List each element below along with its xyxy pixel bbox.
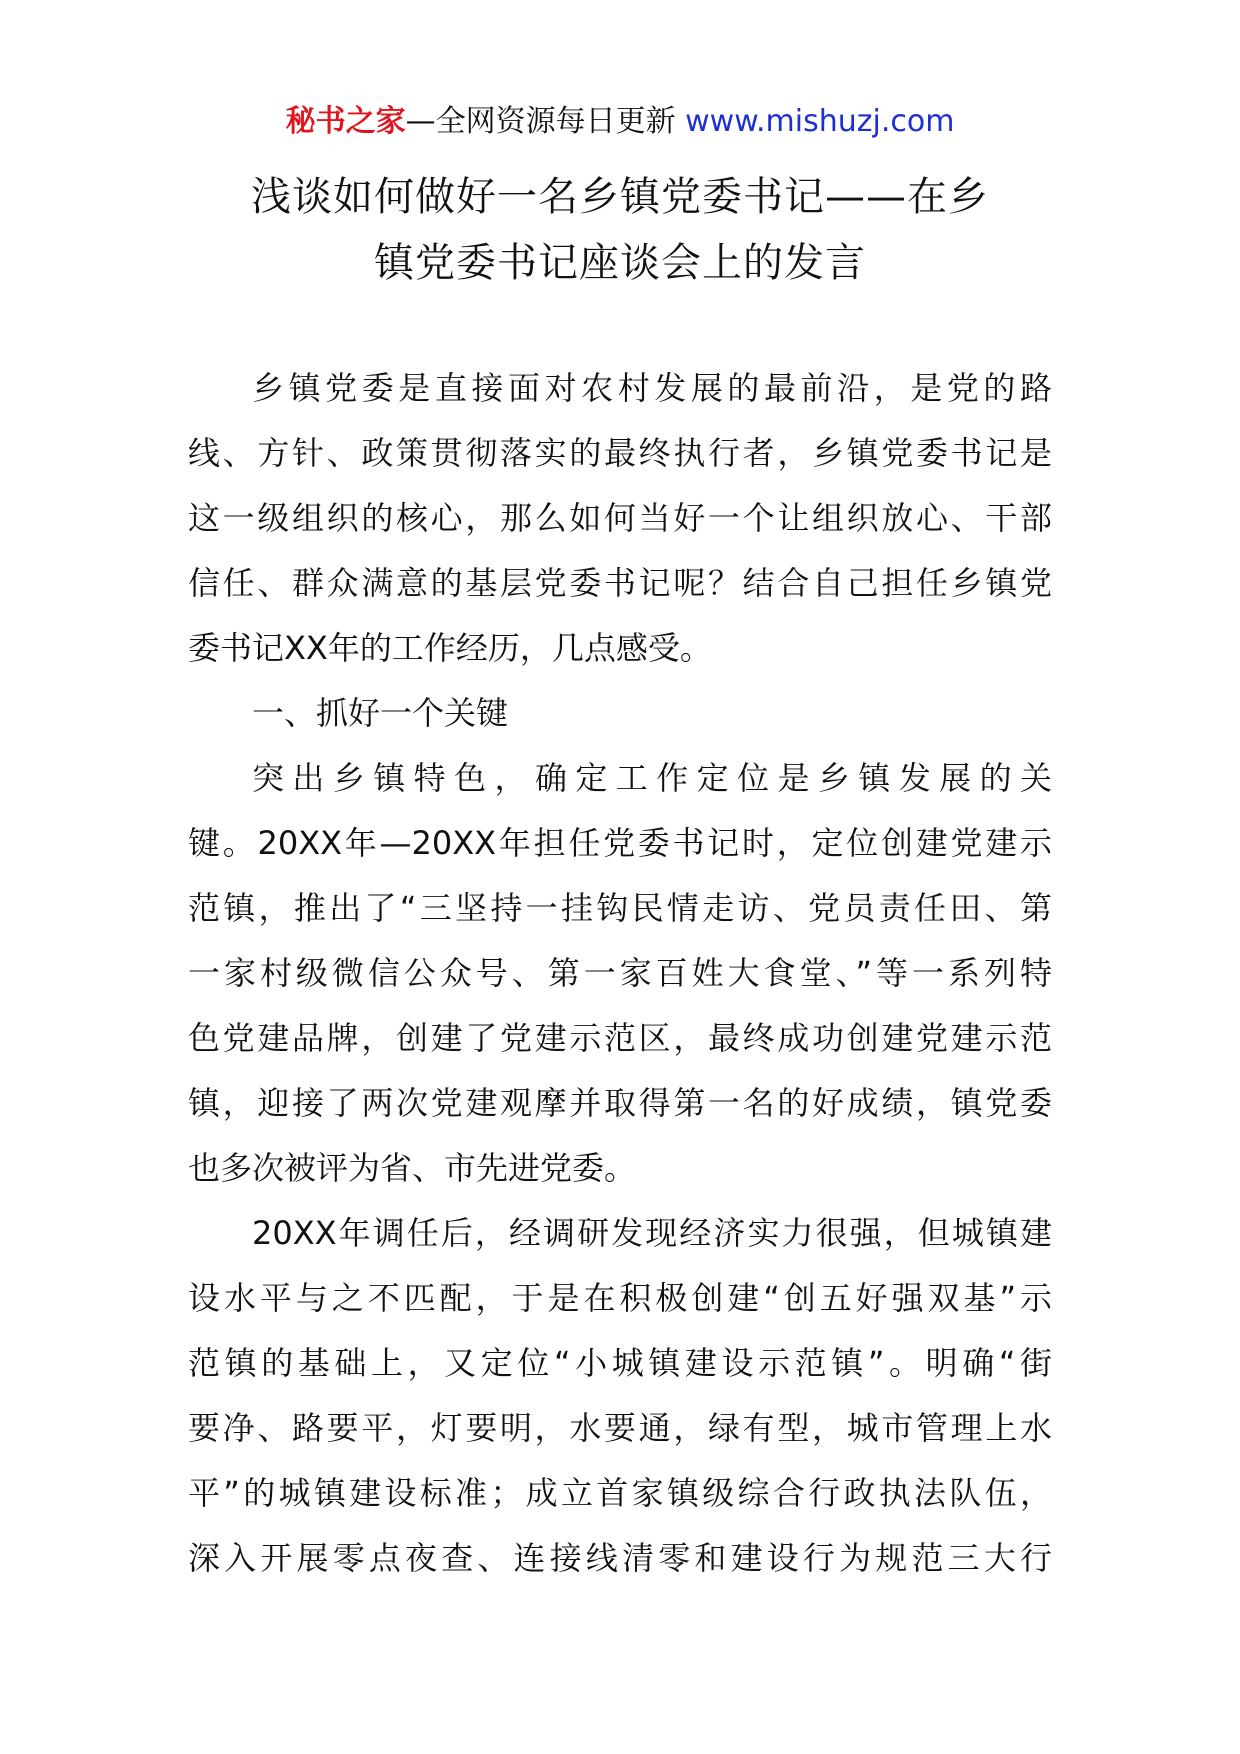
paragraph-line: 委书记XX年的工作经历，几点感受。: [188, 629, 712, 667]
header-tagline: —全网资源每日更新: [405, 104, 676, 139]
paragraph-line: 键。20XX年—20XX年担任党委书记时，定位创建党建示: [188, 824, 1052, 862]
paragraph-line: 20XX年调任后，经调研发现经济实力很强，但城镇建: [252, 1214, 1052, 1252]
paragraph-line: 突出乡镇特色，确定工作定位是乡镇发展的关: [252, 759, 1052, 797]
site-header: [0, 100, 1240, 144]
paragraph-line: 线、方针、政策贯彻落实的最终执行者，乡镇党委书记是: [188, 434, 1052, 472]
paragraph-line: 要净、路要平，灯要明，水要通，绿有型，城市管理上水: [188, 1409, 1052, 1447]
paragraph-line: 范镇的基础上，又定位“小城镇建设示范镇”。明确“街: [188, 1344, 1052, 1382]
document-title: [160, 164, 1080, 296]
paragraph-line: 平”的城镇建设标准；成立首家镇级综合行政执法队伍，: [188, 1474, 1052, 1512]
paragraph-line: 也多次被评为省、市先进党委。: [188, 1149, 637, 1187]
paragraph-line: 信任、群众满意的基层党委书记呢？结合自己担任乡镇党: [188, 564, 1052, 602]
title-line: 镇党委书记座谈会上的发言: [374, 240, 866, 286]
paragraph-line: 设水平与之不匹配，于是在积极创建“创五好强双基”示: [188, 1279, 1052, 1317]
section-heading: 一、抓好一个关键: [252, 694, 509, 732]
paragraph-line: 一家村级微信公众号、第一家百姓大食堂、”等一系列特: [188, 954, 1052, 992]
paragraph-line: 范镇，推出了“三坚持一挂钩民情走访、党员责任田、第: [188, 889, 1052, 927]
header-url-link[interactable]: www.mishuzj.com: [685, 104, 955, 139]
paragraph-line: 镇，迎接了两次党建观摩并取得第一名的好成绩，镇党委: [188, 1084, 1052, 1122]
paragraph-line: 深入开展零点夜查、连接线清零和建设行为规范三大行: [188, 1539, 1052, 1577]
header-brand: 秘书之家: [285, 104, 406, 139]
paragraph-line: 色党建品牌，创建了党建示范区，最终成功创建党建示范: [188, 1019, 1052, 1057]
document-body: [188, 356, 1052, 1591]
paragraph-line: 这一级组织的核心，那么如何当好一个让组织放心、干部: [188, 499, 1052, 537]
title-line: 浅谈如何做好一名乡镇党委书记——在乡: [251, 174, 989, 220]
paragraph-line: 乡镇党委是直接面对农村发展的最前沿，是党的路: [252, 369, 1052, 407]
